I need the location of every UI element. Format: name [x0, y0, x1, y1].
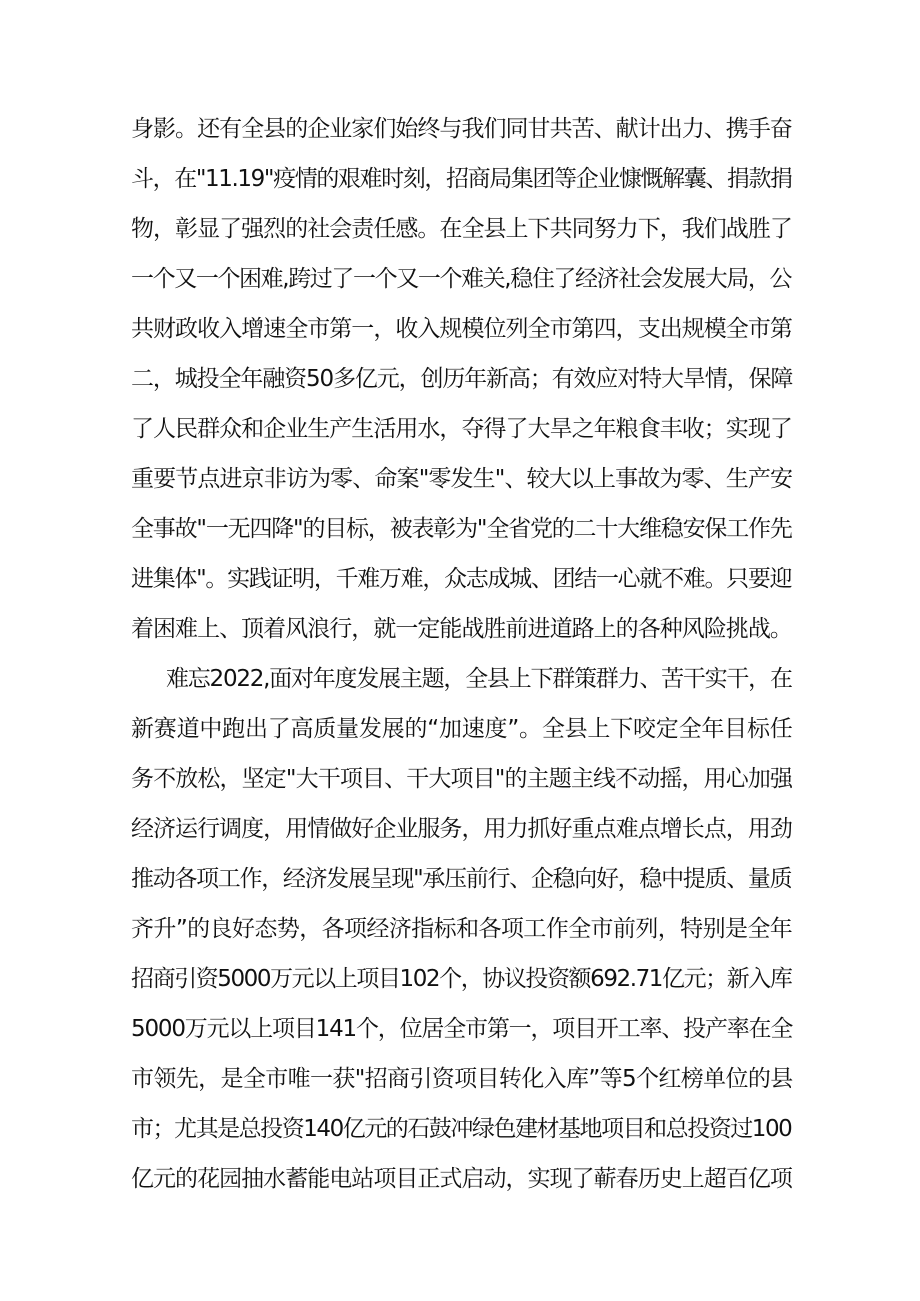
- text-line-16: 推动各项工作，经济发展呈现"承压前行、企稳向好，稳中提质、量质: [131, 866, 792, 892]
- text-line-2: 斗，在"11.19"疫情的艰难时刻，招商局集团等企业慷慨解囊、捐款捐: [131, 166, 792, 192]
- text-line-10: 进集体"。实践证明，千难万难，众志成城、团结一心就不难。只要迎: [131, 566, 792, 592]
- text-line-17: 齐升”的良好态势，各项经济指标和各项工作全市前列，特别是全年: [131, 916, 793, 942]
- text-line-11: 着困难上、顶着风浪行，就一定能战胜前进道路上的各种风险挑战。: [131, 616, 792, 642]
- text-line-3: 物，彰显了强烈的社会责任感。在全县上下共同努力下，我们战胜了: [131, 216, 792, 242]
- text-line-13: 新赛道中跑出了高质量发展的“加速度”。全县上下咬定全年目标任: [131, 716, 793, 742]
- text-line-6: 二，城投全年融资50多亿元，创历年新高；有效应对特大旱情，保障: [131, 366, 793, 392]
- text-line-20: 市领先，是全市唯一获"招商引资项目转化入库”等5个红榜单位的县: [131, 1066, 793, 1092]
- text-line-19: 5000万元以上项目141个，位居全市第一，项目开工率、投产率在全: [131, 1016, 793, 1042]
- text-line-1: 身影。还有全县的企业家们始终与我们同甘共苦、献计出力、携手奋: [131, 116, 792, 142]
- text-line-12: 难忘2022,面对年度发展主题，全县上下群策群力、苦干实干，在: [166, 666, 792, 692]
- text-line-8: 重要节点进京非访为零、命案"零发生"、较大以上事故为零、生产安: [131, 466, 793, 492]
- text-line-5: 共财政收入增速全市第一，收入规模位列全市第四，支出规模全市第: [131, 316, 792, 342]
- text-line-14: 务不放松，坚定"大干项目、干大项目"的主题主线不动摇，用心加强: [131, 766, 793, 792]
- text-line-9: 全事故"一无四降"的目标，被表彰为"全省党的二十大维稳安保工作先: [131, 516, 792, 542]
- text-line-21: 市；尤其是总投资140亿元的石鼓冲绿色建材基地项目和总投资过100: [131, 1116, 792, 1142]
- text-line-4: 一个又一个困难,跨过了一个又一个难关,稳住了经济社会发展大局，公: [131, 266, 792, 292]
- text-line-7: 了人民群众和企业生产生活用水，夺得了大旱之年粮食丰收；实现了: [131, 416, 792, 442]
- text-line-15: 经济运行调度，用情做好企业服务，用力抓好重点难点增长点，用劲: [131, 816, 792, 842]
- text-line-18: 招商引资5000万元以上项目102个，协议投资额692.71亿元；新入库: [131, 966, 792, 992]
- text-line-22: 亿元的花园抽水蓄能电站项目正式启动，实现了蕲春历史上超百亿项: [131, 1166, 792, 1192]
